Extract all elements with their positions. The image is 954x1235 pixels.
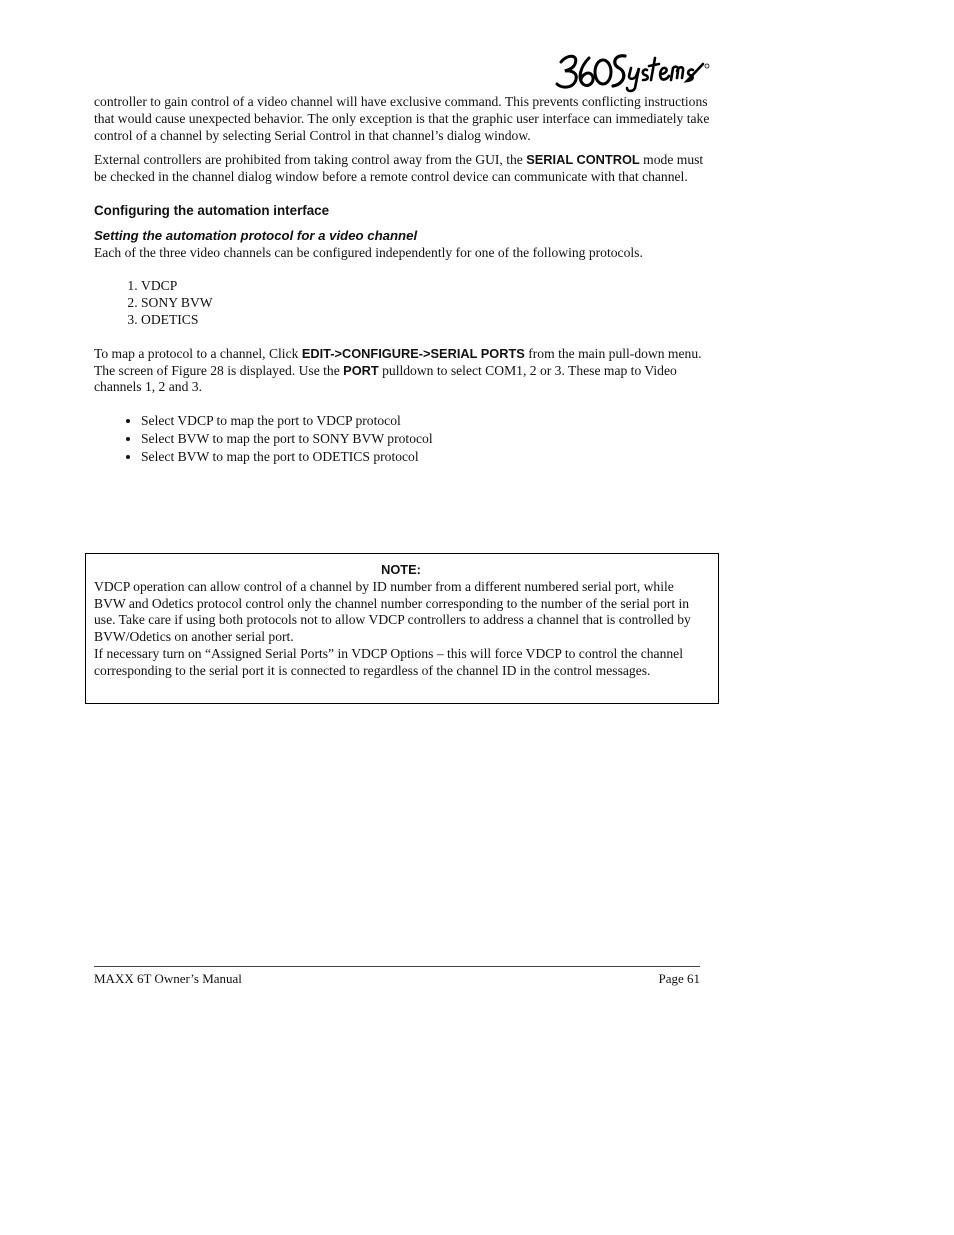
company-logo-icon xyxy=(553,44,713,94)
list-item: • Select BVW to map the port to SONY BVW protocol xyxy=(141,431,714,448)
protocols-intro: Each of the three video channels can be configured independently for one of the following protocols. xyxy=(94,244,643,260)
page-footer xyxy=(94,971,700,987)
footer-divider xyxy=(94,966,700,967)
intro-paragraph: controller to gain control of a video channel will have exclusive command. This prevents conflicting instructions that would cause unexpected behavior. The only exception is that the graphic user interface can immediately take control of a channel by selecting Serial Control in that channel’s dialog window. xyxy=(94,94,710,143)
page-body xyxy=(94,94,714,466)
protocol-list xyxy=(94,278,714,328)
section-heading: Configuring the automation interface xyxy=(94,202,330,218)
port-term: PORT xyxy=(343,362,379,378)
page-number: Page 61 xyxy=(658,971,700,986)
note-title: NOTE: xyxy=(381,562,421,577)
manual-title: MAXX 6T Owner’s Manual xyxy=(94,971,242,986)
note-paragraph: If necessary turn on “Assigned Serial Ports” in VDCP Options – this will force VDCP to control the channel corresponding to the serial port it is connected to regardless of the channel ID in the control messages. xyxy=(94,645,683,678)
list-item: 1. VDCP xyxy=(141,278,714,295)
serial-control-paragraph: External controllers are prohibited from taking control away from the GUI, the SERIAL CONTROL mode must be checked in the channel dialog window before a remote control device can communicate with that channel. xyxy=(94,152,704,185)
list-item: • Select VDCP to map the port to VDCP protocol xyxy=(141,413,714,430)
serial-control-term: SERIAL CONTROL xyxy=(526,152,640,168)
list-item: 3. ODETICS xyxy=(141,312,714,329)
list-item: 2. SONY BVW xyxy=(141,295,714,312)
mapping-bullet-list xyxy=(94,413,714,465)
list-item: • Select BVW to map the port to ODETICS protocol xyxy=(141,449,714,466)
menu-path-term: EDIT->CONFIGURE->SERIAL PORTS xyxy=(301,345,525,361)
subsection-heading: Setting the automation protocol for a video channel xyxy=(94,227,418,243)
company-logo xyxy=(553,44,713,94)
note-paragraph: VDCP operation can allow control of a channel by ID number from a different numbered serial port, while BVW and Odetics protocol control only the channel number corresponding to the number of the serial port in use. Take care if using both protocols not to allow VDCP controllers to address a channel that is controlled by BVW/Odetics on another serial port. xyxy=(94,578,691,645)
mapping-paragraph: To map a protocol to a channel, Click EDIT->CONFIGURE->SERIAL PORTS from the main pull-down menu. The screen of Figure 28 is displayed. Use the PORT pulldown to select COM1, 2 or 3. These map to Video channels 1, 2 and 3. xyxy=(94,345,702,395)
note-box xyxy=(85,553,719,704)
